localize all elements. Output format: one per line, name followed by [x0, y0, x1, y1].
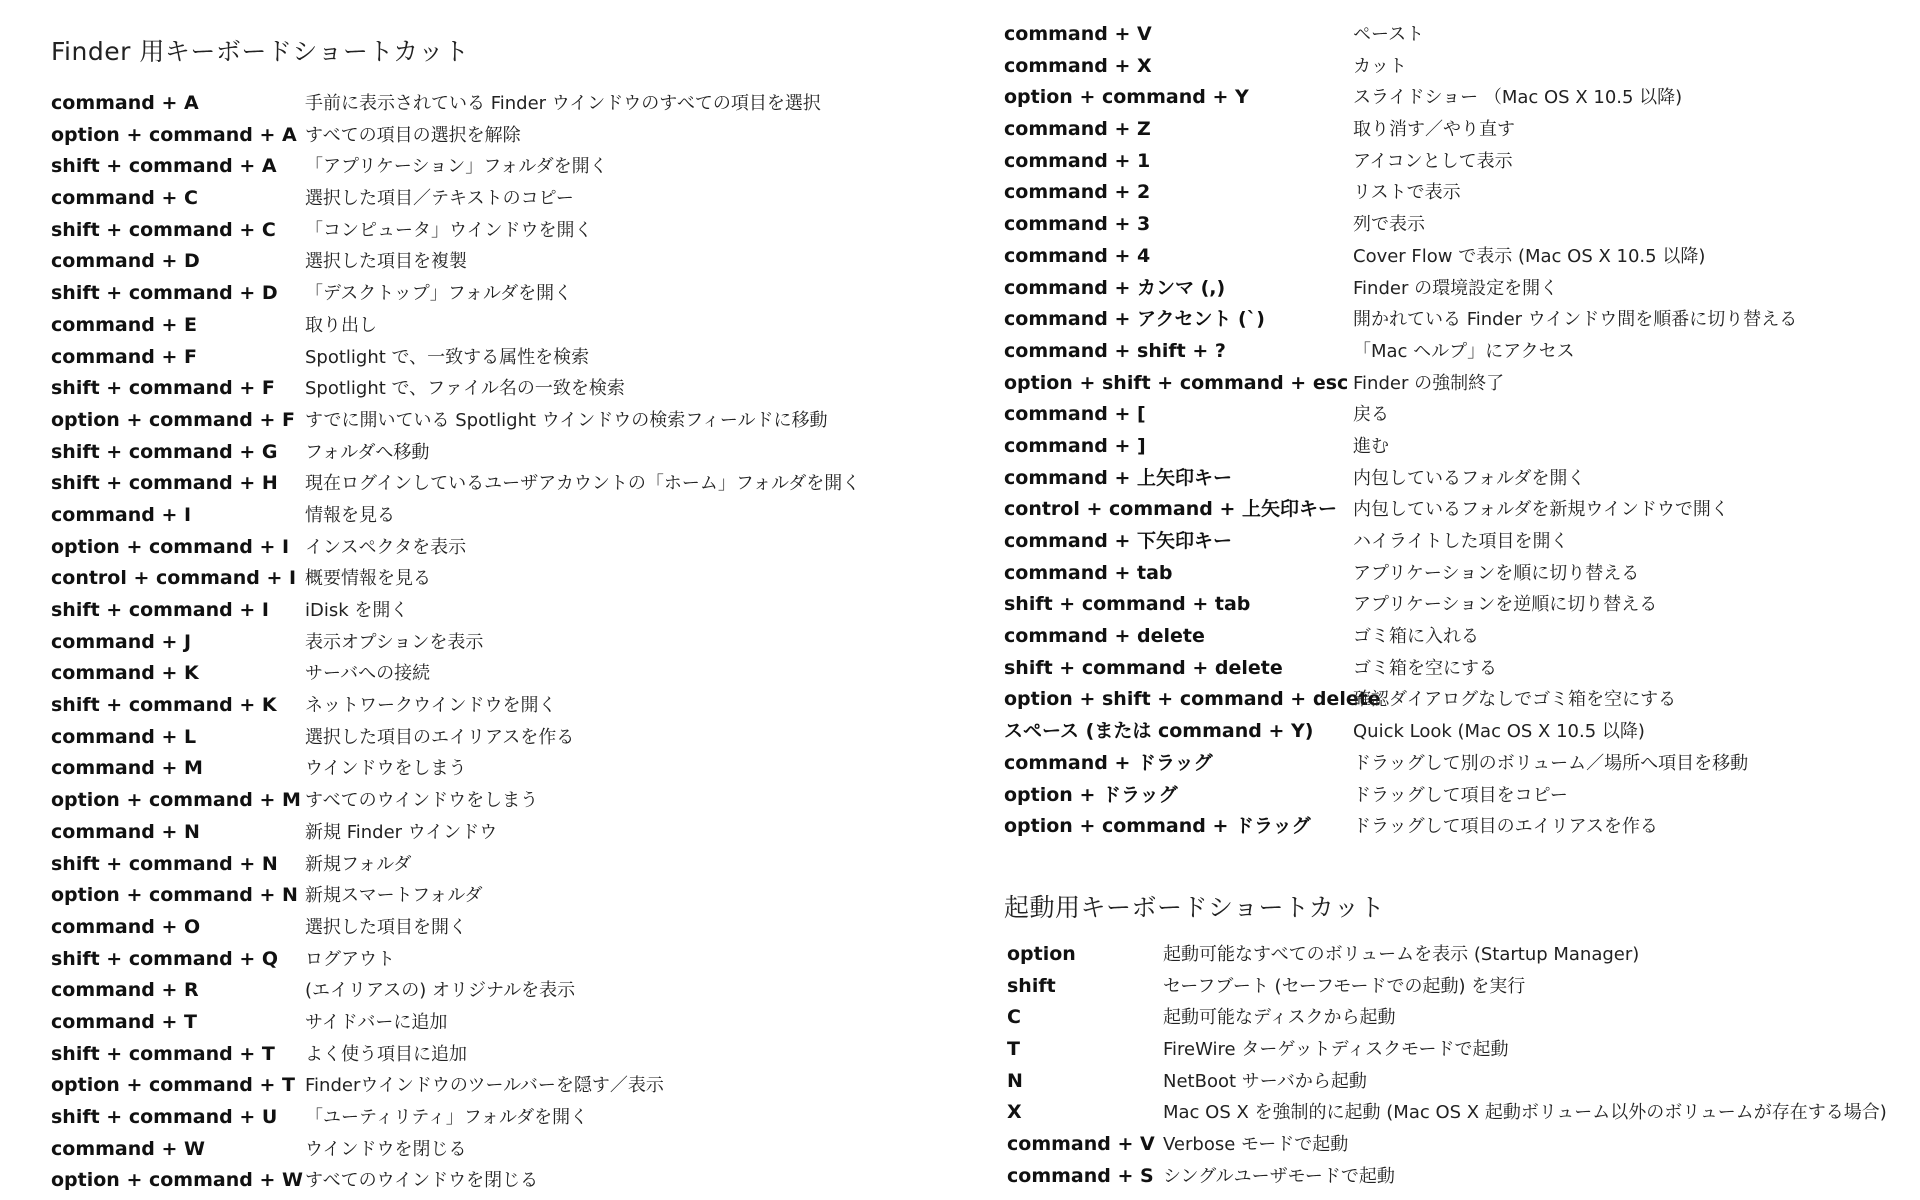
- shortcut-key: shift + command + A: [51, 155, 277, 178]
- shortcut-key: command + アクセント (`): [1004, 308, 1265, 331]
- shortcut-key: command + F: [51, 345, 197, 368]
- shortcut-key: option + command + Y: [1004, 86, 1249, 109]
- shortcut-description: セーフブート (セーフモードでの起動) を実行: [1163, 975, 1526, 997]
- shortcut-description: 開かれている Finder ウインドウ間を順番に切り替える: [1353, 309, 1798, 331]
- shortcut-key: command + 上矢印キー: [1004, 466, 1233, 489]
- shortcut-description: アプリケーションを逆順に切り替える: [1353, 594, 1658, 616]
- shortcut-key: command + J: [51, 630, 192, 653]
- shortcut-description: フォルダへ移動: [305, 441, 430, 463]
- shortcut-key: command + 1: [1004, 149, 1151, 172]
- shortcut-key: command + ドラッグ: [1004, 751, 1213, 774]
- shortcut-key: control + command + I: [51, 567, 297, 590]
- shortcut-description: 起動可能なディスクから起動: [1163, 1007, 1396, 1029]
- shortcut-key: shift + command + G: [51, 440, 278, 463]
- shortcut-key: command + delete: [1004, 625, 1205, 648]
- finder-section-title: Finder 用キーボードショートカット: [51, 37, 470, 66]
- shortcut-key: command + C: [51, 187, 198, 210]
- shortcut-key: shift + command + U: [51, 1106, 278, 1128]
- shortcut-key: command + ]: [1004, 434, 1146, 457]
- shortcut-description: FireWire ターゲットディスクモードで起動: [1163, 1039, 1509, 1061]
- shortcut-description: 手前に表示されている Finder ウインドウのすべての項目を選択: [305, 93, 821, 114]
- shortcut-description: ドラッグして別のボリューム／場所へ項目を移動: [1353, 752, 1749, 774]
- shortcut-description: ウインドウをしまう: [305, 758, 467, 780]
- shortcut-key: option + command + W: [51, 1169, 303, 1192]
- shortcut-description: Mac OS X を強制的に起動 (Mac OS X 起動ボリューム以外のボリュームが存在する場合): [1163, 1102, 1887, 1124]
- shortcut-key: command + 3: [1004, 213, 1151, 236]
- shortcut-description: よく使う項目に追加: [305, 1043, 467, 1065]
- shortcut-description: 取り消す／やり直す: [1353, 119, 1515, 141]
- shortcut-description: 進む: [1353, 435, 1389, 457]
- shortcut-key: command + E: [51, 313, 197, 336]
- shortcut-description: カット: [1353, 55, 1407, 77]
- shortcut-key: command + M: [51, 757, 203, 780]
- shortcut-key: X: [1007, 1101, 1022, 1124]
- shortcut-description: Finder の強制終了: [1353, 372, 1505, 394]
- shortcut-key: control + command + 上矢印キー: [1004, 498, 1338, 521]
- shortcut-description: サーバへの接続: [305, 663, 431, 685]
- shortcut-description: すべてのウインドウを閉じる: [305, 1170, 539, 1192]
- shortcut-key: command + tab: [1004, 561, 1173, 584]
- shortcut-description: ゴミ箱に入れる: [1353, 626, 1479, 648]
- shortcut-description: 選択した項目／テキストのコピー: [305, 188, 574, 210]
- shortcut-description: (エイリアスの) オリジナルを表示: [305, 980, 576, 1002]
- shortcut-key: command + N: [51, 820, 200, 843]
- shortcut-description: アイコンとして表示: [1353, 150, 1513, 172]
- shortcut-key: option + ドラッグ: [1004, 783, 1178, 806]
- shortcut-description: 確認ダイアログなしでゴミ箱を空にする: [1353, 689, 1677, 711]
- shortcut-description: Spotlight で、ファイル名の一致を検索: [305, 378, 625, 400]
- shortcut-description: ペースト: [1353, 24, 1425, 45]
- shortcut-key: C: [1007, 1006, 1021, 1029]
- shortcut-description: Cover Flow で表示 (Mac OS X 10.5 以降): [1353, 245, 1706, 267]
- shortcut-description: 新規 Finder ウインドウ: [305, 821, 498, 843]
- shortcut-key: command + V: [1007, 1133, 1155, 1156]
- shortcut-description: 内包しているフォルダを開く: [1353, 467, 1586, 489]
- shortcut-key: shift + command + C: [51, 218, 276, 241]
- shortcut-key: command + T: [51, 1010, 197, 1033]
- shortcut-key: T: [1007, 1038, 1020, 1061]
- shortcut-description: シングルユーザモードで起動: [1163, 1165, 1395, 1187]
- shortcut-description: サイドバーに追加: [305, 1011, 448, 1033]
- shortcut-key: command + A: [51, 92, 199, 114]
- shortcut-description: NetBoot サーバから起動: [1163, 1070, 1367, 1092]
- shortcut-key: command + 4: [1004, 244, 1151, 267]
- shortcut-description: ウインドウを閉じる: [305, 1138, 467, 1160]
- shortcut-key: option + shift + command + delete: [1004, 688, 1381, 711]
- shortcut-key: command + 下矢印キー: [1004, 530, 1233, 552]
- shortcut-key: option + command + M: [51, 789, 301, 812]
- shortcut-key: shift + command + Q: [51, 947, 279, 970]
- shortcut-key: option + command + T: [51, 1074, 295, 1097]
- shortcut-description: 内包しているフォルダを新規ウインドウで開く: [1353, 499, 1729, 521]
- shortcut-key: command + D: [51, 250, 200, 273]
- shortcut-key: command + Z: [1004, 118, 1151, 141]
- shortcut-description: 「ユーティリティ」フォルダを開く: [305, 1107, 589, 1128]
- shortcut-description: Verbose モードで起動: [1163, 1134, 1349, 1156]
- shortcut-description: Finderウインドウのツールバーを隠す／表示: [305, 1075, 664, 1097]
- shortcut-description: スライドショー （Mac OS X 10.5 以降): [1353, 87, 1683, 109]
- shortcut-key: command + V: [1004, 23, 1152, 45]
- shortcut-key: command + [: [1004, 403, 1146, 426]
- shortcut-key: command + カンマ (,): [1004, 276, 1226, 299]
- shortcut-key: command + O: [51, 915, 201, 938]
- shortcut-description: 取り出し: [305, 314, 377, 336]
- shortcut-key: command + X: [1004, 54, 1152, 77]
- shortcut-key: shift + command + K: [51, 694, 277, 717]
- shortcut-description: iDisk を開く: [305, 600, 409, 621]
- shortcut-key: option + shift + command + esc: [1004, 371, 1349, 394]
- shortcut-key: スペース (または command + Y): [1004, 720, 1314, 743]
- shortcut-description: 「コンピュータ」ウインドウを開く: [305, 219, 593, 241]
- shortcut-key: command + R: [51, 979, 199, 1002]
- shortcut-key: shift + command + H: [51, 472, 278, 495]
- shortcut-description: Quick Look (Mac OS X 10.5 以降): [1353, 721, 1645, 743]
- shortcut-description: 選択した項目を複製: [305, 251, 467, 273]
- startup-section-title: 起動用キーボードショートカット: [1004, 893, 1386, 922]
- shortcut-key: command + K: [51, 662, 199, 685]
- shortcut-description: 「アプリケーション」フォルダを開く: [305, 156, 608, 178]
- shortcut-description: リストで表示: [1353, 182, 1461, 204]
- shortcut-key: option + command + N: [51, 884, 298, 907]
- shortcut-key: command + L: [51, 725, 197, 748]
- shortcut-key: option + command + ドラッグ: [1004, 815, 1311, 838]
- shortcut-description: 情報を見る: [305, 504, 395, 526]
- shortcut-key: command + shift + ?: [1004, 339, 1226, 362]
- shortcut-description: 「デスクトップ」フォルダを開く: [305, 283, 573, 305]
- shortcut-key: command + S: [1007, 1164, 1154, 1187]
- shortcut-description: ドラッグして項目をコピー: [1353, 784, 1568, 806]
- shortcut-description: 「Mac ヘルプ」にアクセス: [1353, 340, 1575, 362]
- shortcut-description: ログアウト: [305, 948, 395, 970]
- shortcut-description: 選択した項目のエイリアスを作る: [305, 726, 575, 748]
- shortcut-key: option + command + I: [51, 535, 290, 558]
- shortcut-description: 起動可能なすべてのボリュームを表示 (Startup Manager): [1163, 944, 1640, 965]
- shortcut-description: 概要情報を見る: [305, 568, 431, 590]
- shortcut-description: 選択した項目を開く: [305, 916, 467, 938]
- shortcut-key: shift + command + tab: [1004, 593, 1251, 616]
- shortcut-description: 新規スマートフォルダ: [305, 885, 483, 907]
- shortcut-description: ドラッグして項目のエイリアスを作る: [1353, 816, 1658, 838]
- shortcut-key: N: [1007, 1069, 1023, 1092]
- shortcut-key: shift + command + I: [51, 599, 269, 621]
- shortcut-key: shift + command + N: [51, 852, 278, 875]
- shortcut-description: 現在ログインしているユーザアカウントの「ホーム」フォルダを開く: [305, 473, 861, 495]
- shortcut-description: すでに開いている Spotlight ウインドウの検索フィールドに移動: [305, 409, 828, 431]
- shortcut-description: ハイライトした項目を開く: [1353, 531, 1569, 552]
- shortcut-description: すべてのウインドウをしまう: [305, 790, 539, 812]
- shortcut-description: インスペクタを表示: [305, 536, 467, 558]
- shortcut-description: Finder の環境設定を開く: [1353, 277, 1559, 299]
- shortcut-key: shift + command + D: [51, 282, 278, 305]
- shortcut-key: command + 2: [1004, 181, 1151, 204]
- shortcut-description: Spotlight で、一致する属性を検索: [305, 346, 590, 368]
- shortcut-description: ゴミ箱を空にする: [1353, 657, 1497, 679]
- shortcut-key: shift + command + T: [51, 1042, 275, 1065]
- shortcut-description: アプリケーションを順に切り替える: [1353, 562, 1640, 584]
- shortcut-description: 列で表示: [1353, 214, 1425, 236]
- shortcut-key: shift + command + delete: [1004, 656, 1283, 679]
- shortcut-key: command + I: [51, 503, 192, 526]
- shortcut-key: shift: [1007, 974, 1056, 997]
- shortcut-key: command + W: [51, 1137, 205, 1160]
- shortcut-description: ネットワークウインドウを開く: [305, 695, 557, 717]
- shortcut-description: 表示オプションを表示: [305, 631, 484, 653]
- shortcut-key: option: [1007, 943, 1076, 965]
- shortcut-key: option + command + A: [51, 123, 297, 146]
- shortcut-description: すべての項目の選択を解除: [305, 124, 521, 146]
- shortcut-description: 戻る: [1353, 404, 1389, 426]
- shortcut-key: shift + command + F: [51, 377, 275, 400]
- shortcut-description: 新規フォルダ: [305, 853, 412, 875]
- shortcut-key: option + command + F: [51, 408, 295, 431]
